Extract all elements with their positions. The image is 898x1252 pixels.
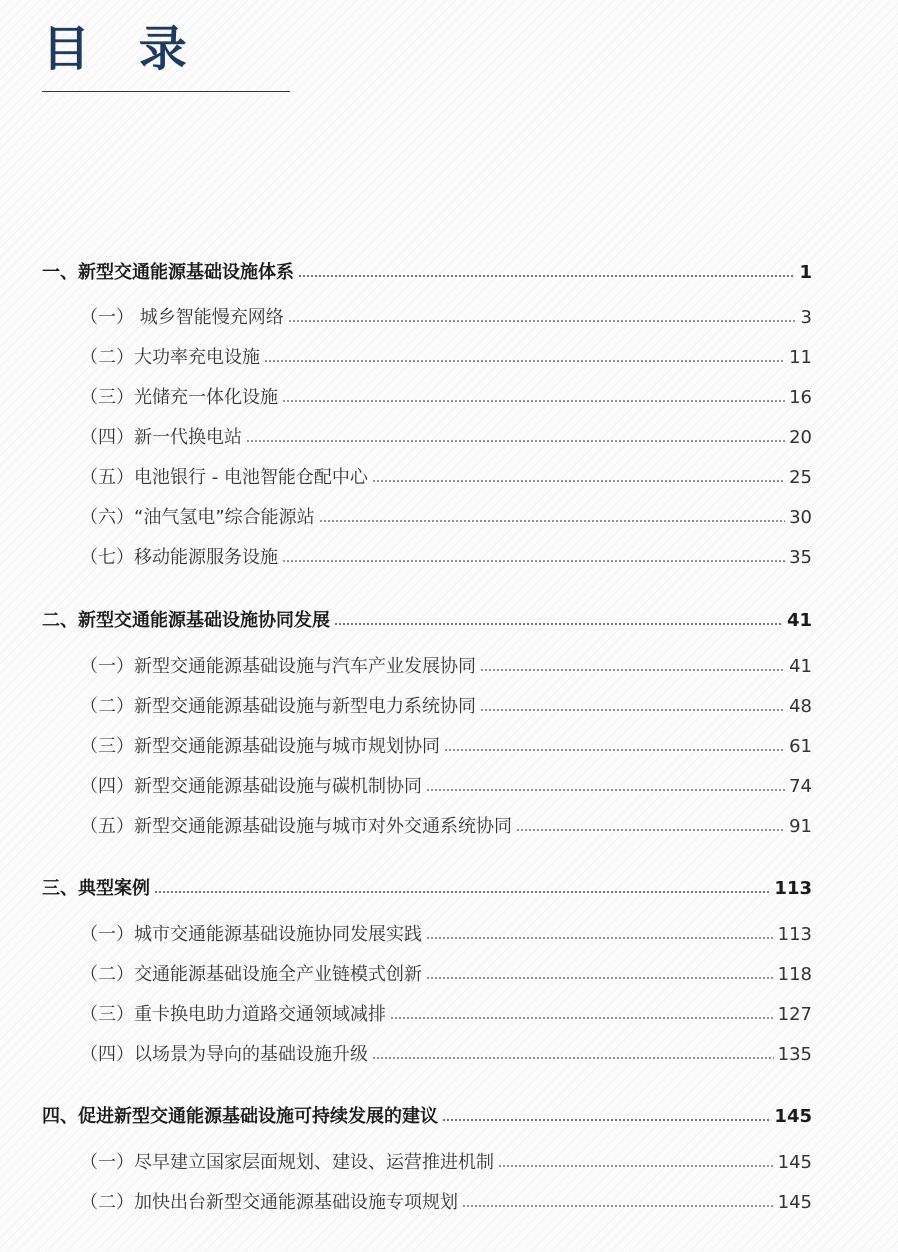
toc-page-number: 127 — [777, 1004, 812, 1025]
dot-leader — [390, 1017, 774, 1019]
toc-entry-label: （七）移动能源服务设施 — [80, 547, 278, 568]
dot-leader — [480, 669, 785, 671]
toc-section-entry[interactable] — [0, 606, 898, 636]
toc-subsection-entry[interactable] — [0, 652, 898, 682]
toc-subsection-entry[interactable] — [0, 303, 898, 333]
dot-leader — [154, 891, 770, 893]
toc-subsection-entry[interactable] — [0, 423, 898, 453]
dot-leader — [372, 1057, 774, 1059]
toc-subsection-entry[interactable] — [0, 1040, 898, 1070]
dot-leader — [442, 1119, 770, 1121]
toc-page-number: 41 — [789, 656, 812, 677]
toc-page-number: 48 — [789, 696, 812, 717]
toc-entry-label: （四）新一代换电站 — [80, 427, 242, 448]
toc-page-number: 135 — [777, 1044, 812, 1065]
dot-leader — [498, 1165, 774, 1167]
dot-leader — [334, 623, 783, 625]
toc-page-number: 145 — [777, 1152, 812, 1173]
toc-entry-label: （二）新型交通能源基础设施与新型电力系统协同 — [80, 696, 476, 717]
toc-page-number: 25 — [789, 467, 812, 488]
toc-entry-label: （二）交通能源基础设施全产业链模式创新 — [80, 964, 422, 985]
toc-entry-label: 四、促进新型交通能源基础设施可持续发展的建议 — [42, 1106, 438, 1127]
toc-page-number: 20 — [789, 427, 812, 448]
toc-entry-label: （三）重卡换电助力道路交通领域减排 — [80, 1004, 386, 1025]
toc-page-number: 61 — [789, 736, 812, 757]
toc-subsection-entry[interactable] — [0, 343, 898, 373]
toc-subsection-entry[interactable] — [0, 732, 898, 762]
toc-entry-label: （一）城市交通能源基础设施协同发展实践 — [80, 924, 422, 945]
dot-leader — [480, 709, 785, 711]
toc-section-entry[interactable] — [0, 874, 898, 904]
toc-subsection-entry[interactable] — [0, 920, 898, 950]
toc-page-number: 3 — [800, 307, 812, 328]
toc-page-number: 118 — [777, 964, 812, 985]
toc-entry-label: 三、典型案例 — [42, 878, 150, 899]
toc-subsection-entry[interactable] — [0, 692, 898, 722]
dot-leader — [516, 829, 785, 831]
toc-page-number: 35 — [789, 547, 812, 568]
toc-subsection-entry[interactable] — [0, 1188, 898, 1218]
toc-subsection-entry[interactable] — [0, 1148, 898, 1178]
toc-entry-label: （三）新型交通能源基础设施与城市规划协同 — [80, 736, 440, 757]
dot-leader — [288, 320, 797, 322]
toc-subsection-entry[interactable] — [0, 463, 898, 493]
dot-leader — [319, 520, 785, 522]
toc-page-number: 74 — [789, 776, 812, 797]
dot-leader — [372, 480, 785, 482]
toc-subsection-entry[interactable] — [0, 383, 898, 413]
toc-section-entry[interactable] — [0, 258, 898, 288]
toc-entry-label: （一）尽早建立国家层面规划、建设、运营推进机制 — [80, 1152, 494, 1173]
toc-page-number: 145 — [777, 1192, 812, 1213]
toc-subsection-entry[interactable] — [0, 772, 898, 802]
toc-entry-label: （五）新型交通能源基础设施与城市对外交通系统协同 — [80, 816, 512, 837]
toc-entry-label: （二）大功率充电设施 — [80, 347, 260, 368]
toc-entry-label: （六）“油气氢电”综合能源站 — [80, 507, 315, 528]
toc-page-number: 1 — [799, 262, 812, 283]
toc-entry-label: （四）以场景为导向的基础设施升级 — [80, 1044, 368, 1065]
toc-page-number: 91 — [789, 816, 812, 837]
dot-leader — [426, 977, 774, 979]
toc-entry-label: （四）新型交通能源基础设施与碳机制协同 — [80, 776, 422, 797]
dot-leader — [298, 275, 795, 277]
toc-page-number: 16 — [789, 387, 812, 408]
toc-page-number: 145 — [774, 1106, 812, 1127]
dot-leader — [282, 400, 785, 402]
toc-page-number: 41 — [786, 610, 812, 631]
toc-entry-label: （三）光储充一体化设施 — [80, 387, 278, 408]
toc-subsection-entry[interactable] — [0, 960, 898, 990]
toc-subsection-entry[interactable] — [0, 503, 898, 533]
toc-subsection-entry[interactable] — [0, 1000, 898, 1030]
dot-leader — [264, 360, 785, 362]
page-title: 目 录 — [42, 21, 203, 77]
toc-entry-label: 一、新型交通能源基础设施体系 — [42, 262, 294, 283]
toc-page-number: 113 — [774, 878, 812, 899]
dot-leader — [462, 1205, 774, 1207]
dot-leader — [282, 560, 785, 562]
toc-page-number: 11 — [789, 347, 812, 368]
toc-entry-label: （二）加快出台新型交通能源基础设施专项规划 — [80, 1192, 458, 1213]
toc-entry-label: （一） 城乡智能慢充网络 — [80, 307, 284, 328]
toc-page-number: 30 — [789, 507, 812, 528]
dot-leader — [246, 440, 785, 442]
dot-leader — [426, 789, 785, 791]
dot-leader — [444, 749, 785, 751]
toc-subsection-entry[interactable] — [0, 543, 898, 573]
toc-section-entry[interactable] — [0, 1102, 898, 1132]
toc-subsection-entry[interactable] — [0, 812, 898, 842]
toc-entry-label: （五）电池银行 - 电池智能仓配中心 — [80, 467, 368, 488]
dot-leader — [426, 937, 774, 939]
toc-page-number: 113 — [777, 924, 812, 945]
toc-entry-label: 二、新型交通能源基础设施协同发展 — [42, 610, 330, 631]
toc-entry-label: （一）新型交通能源基础设施与汽车产业发展协同 — [80, 656, 476, 677]
